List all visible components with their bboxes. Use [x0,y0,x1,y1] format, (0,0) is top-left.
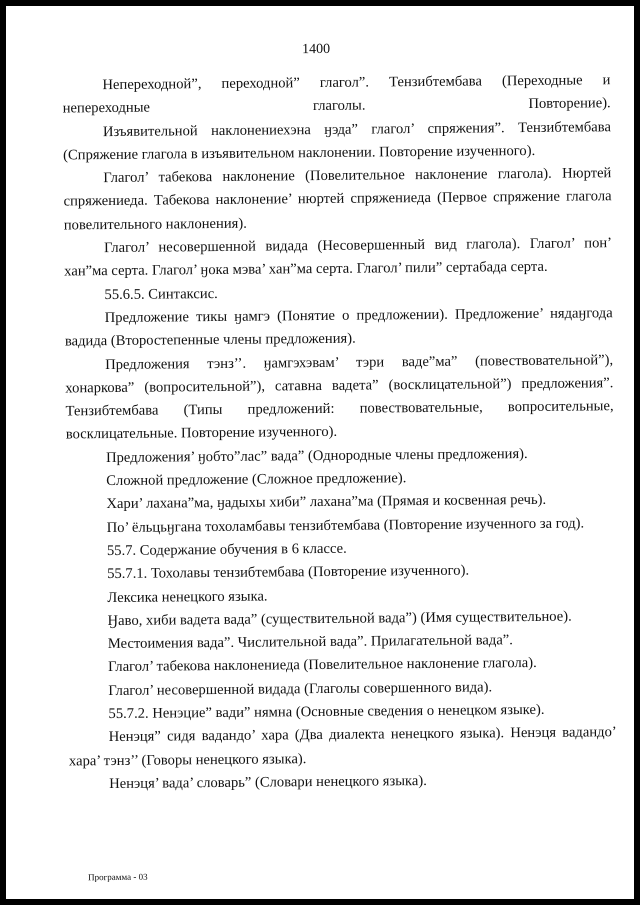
document-page [6,6,634,899]
page-footer: Программа - 03 [88,871,148,883]
document-body [62,69,617,796]
paragraph: Глагол’ табекова наклонениеда (Повелительное наклонение глагола). [107,655,537,676]
paragraph: Ӈаво, хиби вадета вада” (существительной вада”) (Имя существительное). [107,608,572,629]
section-heading: 55.7.2. Ненэцие” вади” нямна (Основные сведения о ненецком языке). [108,701,545,723]
paragraph: Предложения’ ӈобто”лас” вада” (Однородные члены предложения). [105,445,528,466]
paragraph: Сложной предложение (Сложное предложение). [106,470,407,490]
paragraph: Предложения тэнз’’. ӈамгэхэвам’ тэри ваде”ма” (повествовательной”), хонаркова” (вопросительной”), сатавна вадета” (восклицательной”) предложения”. Тензибтембава (Типы предложений: повествовательные, вопросительные, восклицательные. Повторение изученного). [65,351,614,443]
section-heading: 55.7. Содержание обучения в 6 классе. [106,540,347,559]
page-content [6,6,634,899]
paragraph: Местоимения вада”. Числительной вада”. Прилагательной вада”. [107,632,513,653]
paragraph: Глагол’ несовершенной видада (Несовершенный вид глагола). Глагол’ пон’ хан”ма серта. Глагол’ ӈока мэва’ хан”ма серта. Глагол’ пили” сертабада серта. [64,235,613,280]
paragraph: Ненэця’ вада’ словарь” (Словари ненецкого языка). [109,772,427,792]
section-heading: 55.6.5. Синтаксис. [104,285,218,303]
paragraph: По’ ёльцьӈгана тохоламбавы тензибтембава (Повторение изученного за год). [106,515,585,536]
paragraph: Ненэця” сидя вадандо’ хара (Два диалекта ненецкого языка). Ненэця вадандо’ хара’ тэнз’’ (Говоры ненецкого языка). [68,724,617,770]
paragraph: Непереходной”, переходной” глагол”. Тензибтембава (Переходные и непереходные глаголы. Повторение). [62,72,611,117]
section-heading: 55.7.1. Тохолавы тензибтембава (Повторение изученного). [107,562,470,583]
paragraph: Глагол’ табекова наклонение (Повелительное наклонение глагола). Нюртей спряжениеда. Табекова наклонение’ нюртей спряжениеда (Первое спряжение глагола повелительного наклонения). [63,165,612,234]
page-number: 1400 [302,41,331,58]
paragraph: Лексика ненецкого языка. [107,588,268,606]
paragraph: Хари’ лахана”ма, ӈадыхы хиби” лахана”ма (Прямая и косвенная речь). [106,492,547,513]
paragraph: Глагол’ несовершенной видада (Глаголы совершенного вида). [108,679,493,699]
paragraph: Предложение тикы ӈамгэ (Понятие о предложении). Предложение’ нядаӈгода вадида (Второстепенные члены предложения). [64,305,613,350]
paragraph: Изъявительной наклонениехэна ӈэда” глагол’ спряжения”. Тензибтембава (Спряжение глагола в изъявительном наклонении. Повторение изученного). [63,118,611,164]
